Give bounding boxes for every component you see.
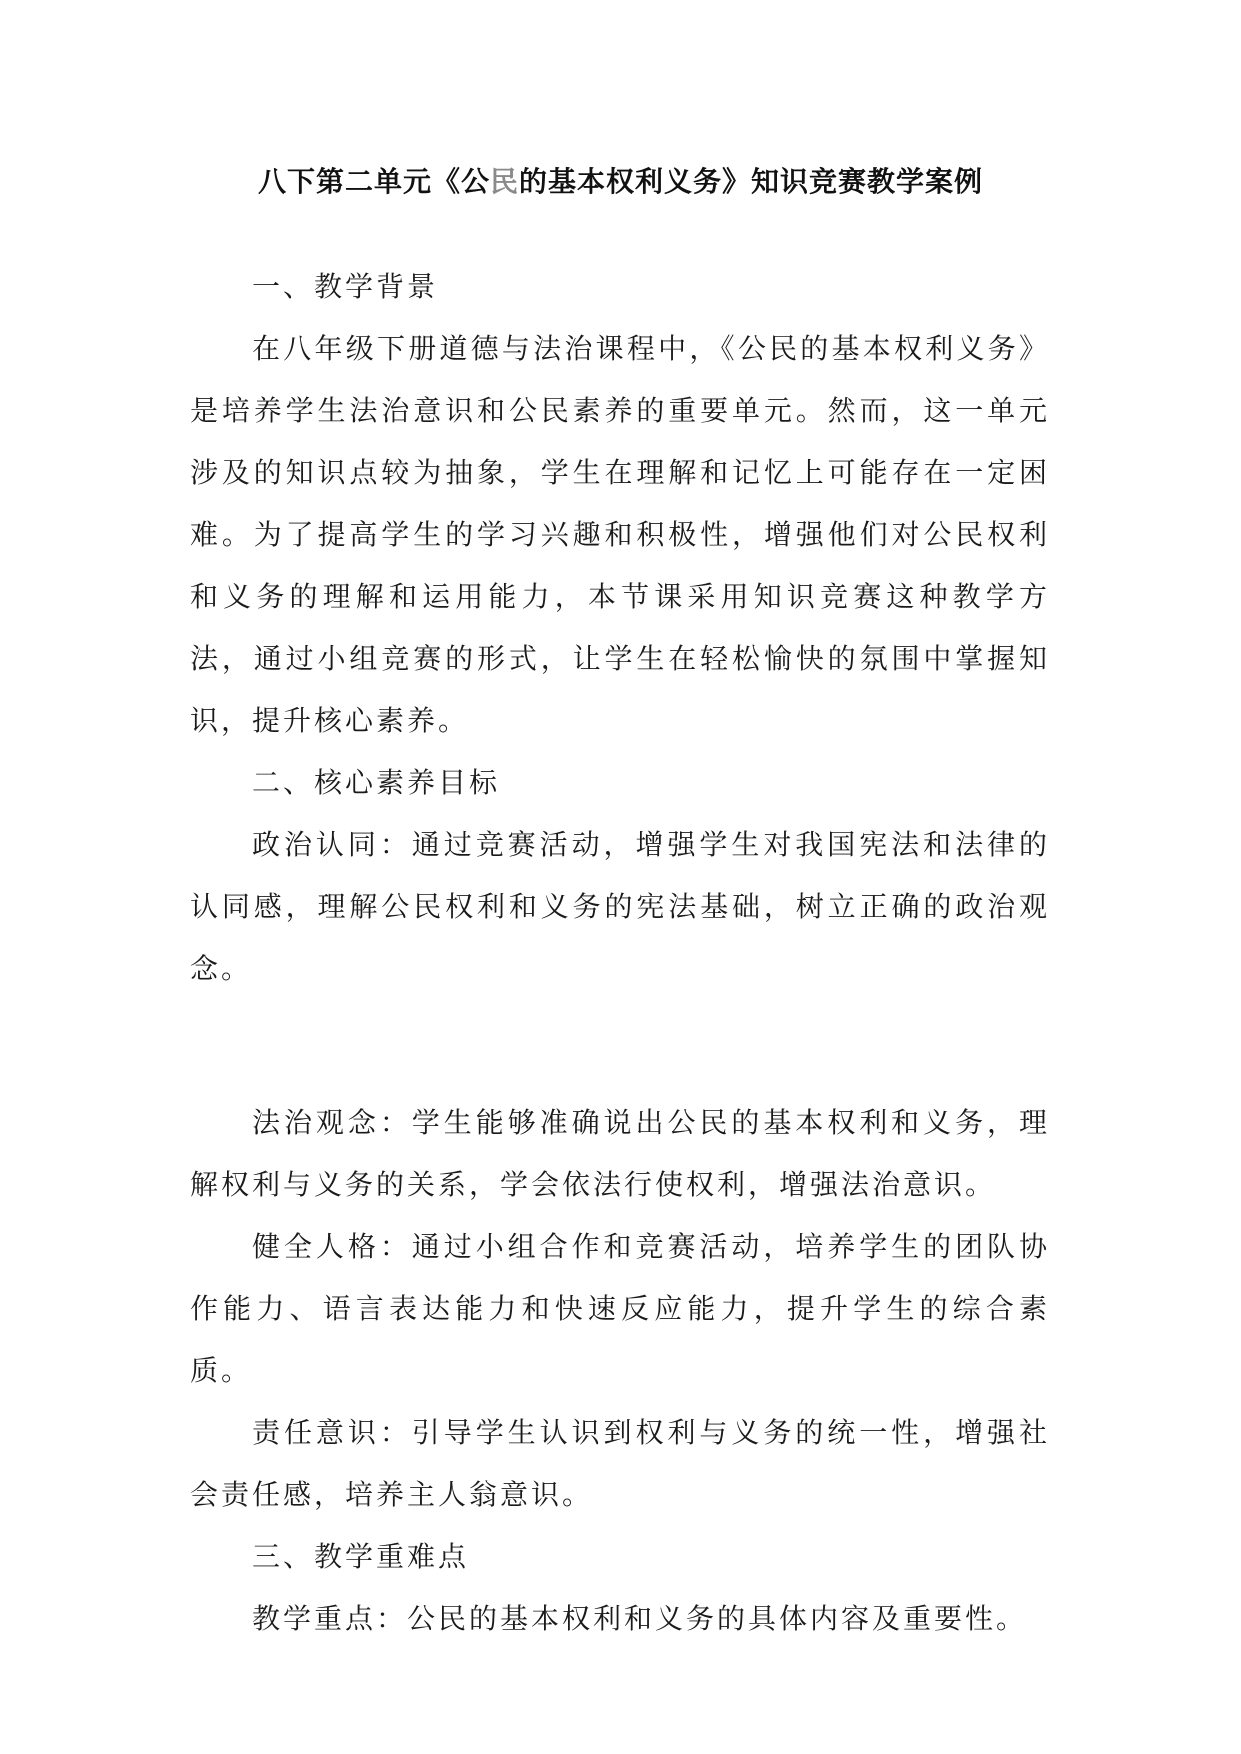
section-heading-key-points: 三、教学重难点 <box>252 1540 470 1573</box>
section-heading-goals: 二、核心素养目标 <box>252 766 501 799</box>
paragraph-gap <box>190 1000 1050 1092</box>
key-point-paragraph: 教学重点：公民的基本权利和义务的具体内容及重要性。 <box>252 1602 1028 1635</box>
goal-rule-of-law: 法治观念：学生能够准确说出公民的基本权利和义务，理解权利与义务的关系，学会依法行使权利，增强法治意识。 <box>190 1106 1050 1201</box>
goal-political-identity: 政治认同：通过竞赛活动，增强学生对我国宪法和法律的认同感，理解公民权利和义务的宪法基础，树立正确的政治观念。 <box>190 828 1050 985</box>
title-highlight: 民 <box>489 165 519 198</box>
section-heading-background: 一、教学背景 <box>252 270 439 303</box>
goal-responsibility: 责任意识：引导学生认识到权利与义务的统一性，增强社会责任感，培养主人翁意识。 <box>190 1416 1050 1511</box>
document-body <box>190 256 1050 1650</box>
title-part-1: 八下第二单元《公 <box>257 165 490 198</box>
goal-sound-personality: 健全人格：通过小组合作和竞赛活动，培养学生的团队协作能力、语言表达能力和快速反应能力，提升学生的综合素质。 <box>190 1230 1050 1387</box>
background-paragraph: 在八年级下册道德与法治课程中，《公民的基本权利义务》是培养学生法治意识和公民素养的重要单元。然而，这一单元涉及的知识点较为抽象，学生在理解和记忆上可能存在一定困难。为了提高学生的学习兴趣和积极性，增强他们对公民权利和义务的理解和运用能力，本节课采用知识竞赛这种教学方法，通过小组竞赛的形式，让学生在轻松愉快的氛围中掌握知识，提升核心素养。 <box>190 332 1050 737</box>
document-title <box>0 160 1241 200</box>
title-part-2: 的基本权利义务》知识竞赛教学案例 <box>519 165 984 198</box>
